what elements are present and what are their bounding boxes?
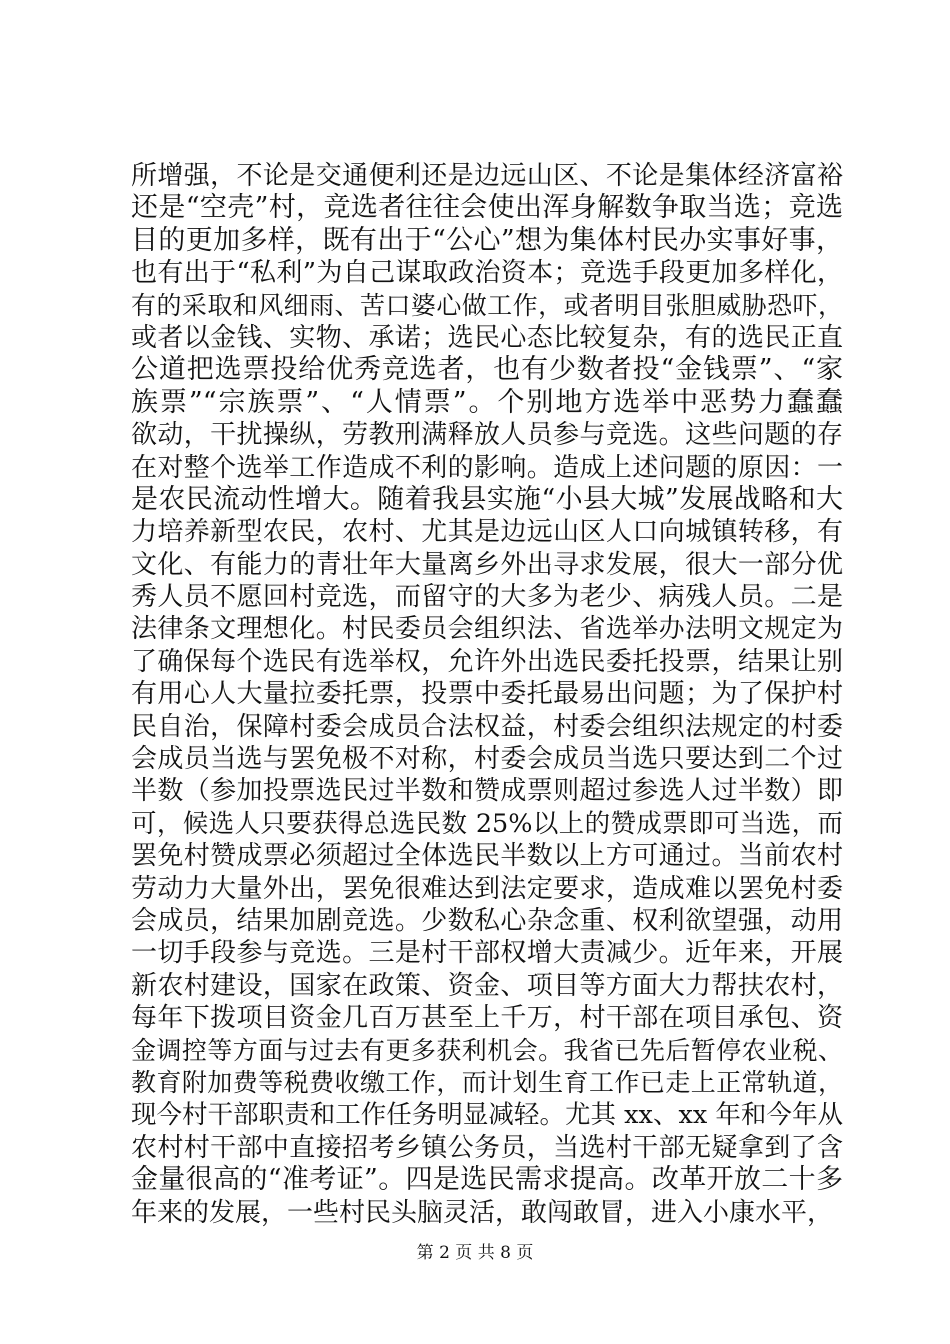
text-line: 在对整个选举工作造成不利的影响。造成上述问题的原因：一 [131, 452, 843, 483]
page-footer: 第 2 页 共 8 页 [416, 1243, 534, 1263]
text-line: 族票”“宗族票”、“人情票”。个别地方选举中恶势力蠢蠢 [131, 386, 843, 418]
text-line: 现今村干部职责和工作任务明显减轻。尤其 xx、xx 年和今年从 [131, 1100, 843, 1131]
text-line: 有的采取和风细雨、苦口婆心做工作，或者明目张胆威胁恐吓， [131, 290, 843, 320]
text-line: 教育附加费等税费收缴工作，而计划生育工作已走上正常轨道， [131, 1067, 843, 1097]
text-line: 半数（参加投票选民过半数和赞成票则超过参选人过半数）即 [131, 776, 843, 807]
text-line: 力培养新型农民，农村、尤其是边远山区人口向城镇转移，有 [131, 517, 843, 548]
text-line: 民自治，保障村委会成员合法权益，村委会组织法规定的村委 [131, 711, 843, 742]
text-line: 每年下拨项目资金几百万甚至上千万，村干部在项目承包、资 [131, 1003, 843, 1034]
text-line: 文化、有能力的青壮年大量离乡外出寻求发展，很大一部分优 [131, 549, 843, 580]
text-line: 劳动力大量外出，罢免很难达到法定要求，造成难以罢免村委 [131, 873, 843, 904]
text-line: 了确保每个选民有选举权，允许外出选民委托投票，结果让别 [131, 646, 843, 677]
text-line: 会成员，结果加剧竞选。少数私心杂念重、权利欲望强，动用 [131, 905, 843, 936]
body-paragraph [131, 160, 843, 1229]
text-line: 所增强，不论是交通便利还是边远山区、不论是集体经济富裕 [131, 161, 843, 191]
text-line: 或者以金钱、实物、承诺；选民心态比较复杂，有的选民正直 [131, 322, 843, 353]
text-line: 秀人员不愿回村竞选，而留守的大多为老少、病残人员。二是 [131, 582, 843, 613]
text-line: 罢免村赞成票必须超过全体选民半数以上方可通过。当前农村 [131, 841, 843, 872]
text-line: 还是“空壳”村，竞选者往往会使出浑身解数争取当选；竞选 [131, 192, 843, 224]
text-line: 可，候选人只要获得总选民数 25%以上的赞成票即可当选，而 [131, 808, 843, 839]
text-line: 年来的发展，一些村民头脑灵活，敢闯敢冒，进入小康水平， [131, 1197, 834, 1228]
text-line: 一切手段参与竞选。三是村干部权增大责减少。近年来，开展 [131, 938, 843, 969]
text-line: 金调控等方面与过去有更多获利机会。我省已先后暂停农业税、 [131, 1035, 843, 1065]
text-line: 法律条文理想化。村民委员会组织法、省选举办法明文规定为 [131, 614, 843, 645]
text-line: 目的更加多样，既有出于“公心”想为集体村民办实事好事， [131, 224, 843, 256]
text-line: 也有出于“私利”为自己谋取政治资本；竞选手段更加多样化， [131, 258, 843, 289]
text-line: 新农村建设，国家在政策、资金、项目等方面大力帮扶农村， [131, 970, 843, 1001]
text-line: 金量很高的“准考证”。四是选民需求提高。改革开放二十多 [131, 1164, 843, 1196]
text-line: 会成员当选与罢免极不对称，村委会成员当选只要达到二个过 [131, 744, 843, 775]
text-line: 公道把选票投给优秀竞选者，也有少数者投“金钱票”、“家 [131, 354, 843, 386]
text-line: 农村村干部中直接招考乡镇公务员，当选村干部无疑拿到了含 [131, 1132, 843, 1163]
text-line: 是农民流动性增大。随着我县实施“小县大城”发展战略和大 [131, 483, 843, 515]
text-line: 欲动，干扰操纵，劳教刑满释放人员参与竞选。这些问题的存 [131, 420, 843, 451]
text-line: 有用心人大量拉委托票，投票中委托最易出问题；为了保护村 [131, 679, 843, 710]
